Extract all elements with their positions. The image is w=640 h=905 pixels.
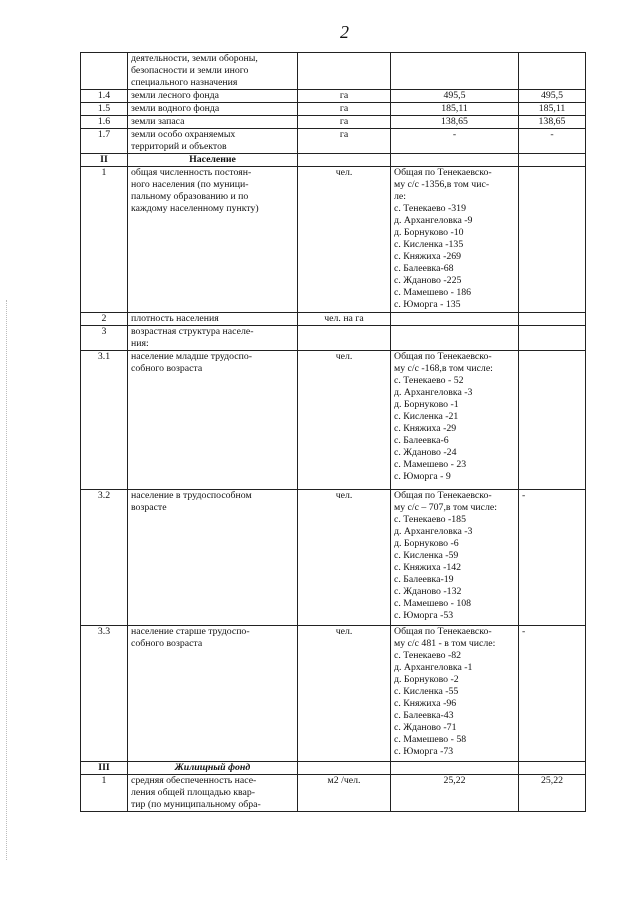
row-name <box>128 53 298 90</box>
row-number: 2 <box>81 313 128 326</box>
population-rows <box>81 154 586 762</box>
text-line: собного возраста <box>131 638 203 649</box>
settlement-list <box>391 351 519 490</box>
row-value-1: - <box>391 129 519 154</box>
text-line: с. Княжиха -96 <box>394 698 457 709</box>
text-line: с. Жданово -225 <box>394 275 462 286</box>
table-row <box>81 313 586 326</box>
section-header-row <box>81 762 586 775</box>
text-line: население в трудоспособном <box>131 490 252 501</box>
row-number: 1.7 <box>81 129 128 154</box>
row-value-2: 495,5 <box>519 90 586 103</box>
text-line: с. Кисленка -55 <box>394 686 459 697</box>
row-number: 3.2 <box>81 490 128 626</box>
text-line: с. Мамешево - 23 <box>394 459 467 470</box>
text-line: д. Архангеловка -3 <box>394 526 473 537</box>
settlement-list <box>391 167 519 313</box>
text-line: ления общей площадью квар- <box>131 787 256 798</box>
text-line: с. Княжиха -142 <box>394 562 462 573</box>
row-unit: чел. <box>298 167 391 313</box>
text-line: с. Кисленка -21 <box>394 411 459 422</box>
text-line: деятельности, земли обороны, <box>131 53 258 64</box>
table-row <box>81 326 586 351</box>
section-title: Жилищный фонд <box>128 762 298 775</box>
text-line: с. Балеевка-6 <box>394 435 449 446</box>
row-name <box>128 167 298 313</box>
text-line: с. Княжиха -269 <box>394 251 462 262</box>
row-name <box>128 313 298 326</box>
text-line: с. Юморга -73 <box>394 746 454 757</box>
text-line: земли водного фонда <box>131 103 220 114</box>
section-title: Население <box>128 154 298 167</box>
text-line: д. Борнуково -6 <box>394 538 459 549</box>
row-name <box>128 626 298 762</box>
text-line: возрасте <box>131 502 167 513</box>
text-line: му с/с -1356,в том чис- <box>394 179 490 190</box>
text-line: с. Юморга -53 <box>394 610 454 621</box>
table-row <box>81 775 586 812</box>
settlement-list <box>391 626 519 762</box>
text-line: население старше трудоспо- <box>131 626 250 637</box>
section-number: II <box>81 154 128 167</box>
row-value-2: - <box>519 129 586 154</box>
text-line: д. Борнуково -10 <box>394 227 464 238</box>
text-line: с. Тенекаево - 52 <box>394 375 464 386</box>
text-line: пальному образованию и по <box>131 191 249 202</box>
text-line: с. Мамешево - 108 <box>394 598 472 609</box>
row-value-1: 495,5 <box>391 90 519 103</box>
text-line: д. Архангеловка -1 <box>394 662 473 673</box>
text-line: собного возраста <box>131 363 203 374</box>
text-line: с. Мамешево - 58 <box>394 734 467 745</box>
text-line: с. Мамешево - 186 <box>394 287 472 298</box>
row-unit: чел. <box>298 490 391 626</box>
text-line: ного населения (по муници- <box>131 179 249 190</box>
row-value-1: 25,22 <box>391 775 519 812</box>
row-value-2: 138,65 <box>519 116 586 129</box>
page-number: 2 <box>340 22 349 42</box>
row-name <box>128 90 298 103</box>
table-row <box>81 116 586 129</box>
row-number: 3 <box>81 326 128 351</box>
text-line: с. Юморга - 9 <box>394 471 451 482</box>
row-name <box>128 351 298 490</box>
text-line: д. Борнуково -2 <box>394 674 459 685</box>
text-line: му с/с – 707,в том числе: <box>394 502 497 513</box>
text-line: Общая по Тенекаевско- <box>394 626 492 637</box>
text-line: ле: <box>394 191 406 202</box>
text-line: возрастная структура населе- <box>131 326 254 337</box>
table-row <box>81 167 586 313</box>
table-row <box>81 490 586 626</box>
text-line: му с/с -168,в том числе: <box>394 363 493 374</box>
row-unit: га <box>298 129 391 154</box>
text-line: Общая по Тенекаевско- <box>394 490 492 501</box>
row-name <box>128 490 298 626</box>
row-unit: га <box>298 103 391 116</box>
text-line: с. Балеевка-19 <box>394 574 454 585</box>
row-unit: м2 /чел. <box>298 775 391 812</box>
row-value-2: - <box>519 626 586 762</box>
text-line: плотность населения <box>131 313 219 324</box>
row-number: 1.4 <box>81 90 128 103</box>
table-row <box>81 103 586 116</box>
section-number: III <box>81 762 128 775</box>
text-line: средняя обеспеченность насе- <box>131 775 257 786</box>
indicator-table <box>80 52 586 812</box>
text-line: Общая по Тенекаевско- <box>394 351 492 362</box>
text-line: с. Тенекаево -82 <box>394 650 462 661</box>
row-number: 3.1 <box>81 351 128 490</box>
text-line: с. Балеевка-43 <box>394 710 454 721</box>
text-line: Общая по Тенекаевско- <box>394 167 492 178</box>
row-unit: чел. <box>298 351 391 490</box>
text-line: земли лесного фонда <box>131 90 219 101</box>
text-line: земли особо охраняемых <box>131 129 236 140</box>
text-line: с. Княжиха -29 <box>394 423 457 434</box>
row-number: 3.3 <box>81 626 128 762</box>
text-line: с. Жданово -71 <box>394 722 457 733</box>
text-line: д. Архангеловка -3 <box>394 387 473 398</box>
settlement-list <box>391 490 519 626</box>
text-line: с. Кисленка -135 <box>394 239 464 250</box>
text-line: му с/с 481 - в том числе: <box>394 638 496 649</box>
row-number: 1.6 <box>81 116 128 129</box>
text-line: каждому населенному пункту) <box>131 203 259 214</box>
text-line: безопасности и земли иного <box>131 65 249 76</box>
text-line: территорий и объектов <box>131 141 227 152</box>
row-unit: чел. на га <box>298 313 391 326</box>
text-line: с. Тенекаево -319 <box>394 203 466 214</box>
land-rows <box>81 53 586 154</box>
row-unit: га <box>298 116 391 129</box>
housing-rows <box>81 762 586 812</box>
text-line: земли запаса <box>131 116 185 127</box>
row-name <box>128 775 298 812</box>
text-line: с. Кисленка -59 <box>394 550 459 561</box>
text-line: с. Тенекаево -185 <box>394 514 466 525</box>
text-line: специального назначения <box>131 77 238 88</box>
row-value-1: 185,11 <box>391 103 519 116</box>
row-value-1: 138,65 <box>391 116 519 129</box>
row-value-2: - <box>519 490 586 626</box>
table-row <box>81 90 586 103</box>
row-name <box>128 326 298 351</box>
row-value-2 <box>519 53 586 90</box>
row-value-1 <box>391 53 519 90</box>
table-row <box>81 53 586 90</box>
text-line: д. Архангеловка -9 <box>394 215 473 226</box>
text-line: с. Жданово -132 <box>394 586 462 597</box>
table-row <box>81 129 586 154</box>
row-unit <box>298 53 391 90</box>
row-name <box>128 103 298 116</box>
text-line: ния: <box>131 338 149 349</box>
text-line: тир (по муниципальному обра- <box>131 799 261 810</box>
row-name <box>128 129 298 154</box>
table-row <box>81 351 586 490</box>
row-value-2: 25,22 <box>519 775 586 812</box>
table-row <box>81 626 586 762</box>
row-name <box>128 116 298 129</box>
text-line: д. Борнуково -1 <box>394 399 459 410</box>
section-header-row <box>81 154 586 167</box>
text-line: население младше трудоспо- <box>131 351 253 362</box>
row-number: 1 <box>81 167 128 313</box>
row-unit: чел. <box>298 626 391 762</box>
row-unit: га <box>298 90 391 103</box>
text-line: общая численность постоян- <box>131 167 252 178</box>
scan-edge-line <box>6 300 8 860</box>
row-number: 1.5 <box>81 103 128 116</box>
row-value-2: 185,11 <box>519 103 586 116</box>
row-number: 1 <box>81 775 128 812</box>
text-line: с. Балеевка-68 <box>394 263 454 274</box>
row-number <box>81 53 128 90</box>
text-line: с. Жданово -24 <box>394 447 457 458</box>
text-line: с. Юморга - 135 <box>394 299 461 310</box>
